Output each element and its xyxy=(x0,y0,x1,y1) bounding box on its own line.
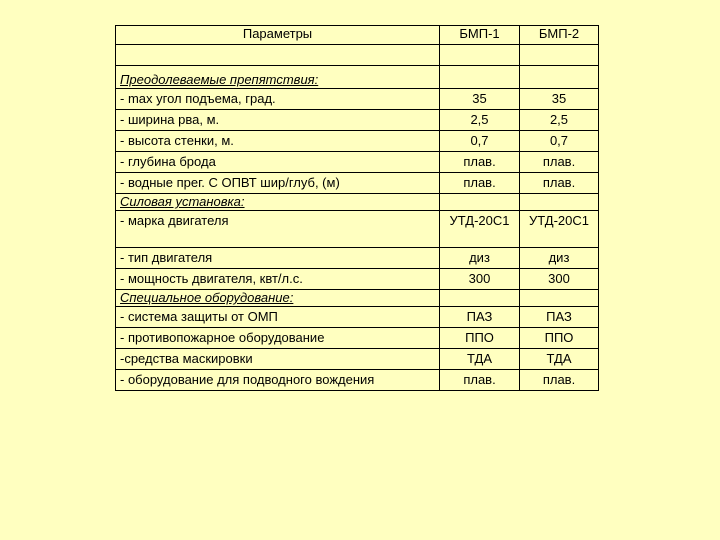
bmp2-cell: УТД-20С1 xyxy=(520,211,599,248)
bmp2-cell: ППО xyxy=(520,328,599,349)
table-row xyxy=(116,328,599,349)
bmp1-cell: 2,5 xyxy=(440,110,520,131)
section-title: Преодолеваемые препятствия: xyxy=(116,66,440,89)
spec-table xyxy=(115,25,599,391)
param-cell: - мощность двигателя, квт/л.с. xyxy=(116,269,440,290)
bmp1-cell: ППО xyxy=(440,328,520,349)
header-bmp1: БМП-1 xyxy=(440,26,520,45)
blank-row xyxy=(116,45,599,66)
param-cell: -средства маскировки xyxy=(116,349,440,370)
section-title: Специальное оборудование: xyxy=(116,290,440,307)
bmp2-cell: 2,5 xyxy=(520,110,599,131)
header-bmp2: БМП-2 xyxy=(520,26,599,45)
param-cell: - глубина брода xyxy=(116,152,440,173)
bmp2-cell: 300 xyxy=(520,269,599,290)
table-row xyxy=(116,370,599,391)
bmp2-cell: ПАЗ xyxy=(520,307,599,328)
bmp1-cell: ПАЗ xyxy=(440,307,520,328)
section-row xyxy=(116,290,599,307)
table-row xyxy=(116,211,599,248)
bmp2-cell: плав. xyxy=(520,173,599,194)
bmp1-cell: диз xyxy=(440,248,520,269)
bmp1-cell: плав. xyxy=(440,152,520,173)
bmp2-cell: 0,7 xyxy=(520,131,599,152)
param-cell: - марка двигателя xyxy=(116,211,440,248)
bmp1-cell: плав. xyxy=(440,370,520,391)
bmp1-cell: ТДА xyxy=(440,349,520,370)
param-cell: - противопожарное оборудование xyxy=(116,328,440,349)
bmp1-cell: 300 xyxy=(440,269,520,290)
table-row xyxy=(116,173,599,194)
param-cell: - система защиты от ОМП xyxy=(116,307,440,328)
bmp1-cell: 35 xyxy=(440,89,520,110)
bmp2-cell: плав. xyxy=(520,370,599,391)
table-row xyxy=(116,307,599,328)
table-row xyxy=(116,248,599,269)
param-cell: - тип двигателя xyxy=(116,248,440,269)
bmp1-cell: 0,7 xyxy=(440,131,520,152)
param-cell: - max угол подъема, град. xyxy=(116,89,440,110)
header-parameters: Параметры xyxy=(116,26,440,45)
param-cell: - высота стенки, м. xyxy=(116,131,440,152)
bmp2-cell: ТДА xyxy=(520,349,599,370)
bmp2-cell: 35 xyxy=(520,89,599,110)
section-row xyxy=(116,66,599,89)
table-row xyxy=(116,110,599,131)
table-row xyxy=(116,269,599,290)
table-row xyxy=(116,152,599,173)
section-row xyxy=(116,194,599,211)
bmp2-cell: диз xyxy=(520,248,599,269)
bmp1-cell: плав. xyxy=(440,173,520,194)
table-row xyxy=(116,89,599,110)
header-row xyxy=(116,26,599,45)
param-cell: - оборудование для подводного вождения xyxy=(116,370,440,391)
bmp1-cell: УТД-20С1 xyxy=(440,211,520,248)
section-title: Силовая установка: xyxy=(116,194,440,211)
table-row xyxy=(116,349,599,370)
param-cell: - ширина рва, м. xyxy=(116,110,440,131)
bmp2-cell: плав. xyxy=(520,152,599,173)
table-row xyxy=(116,131,599,152)
param-cell: - водные прег. С ОПВТ шир/глуб, (м) xyxy=(116,173,440,194)
